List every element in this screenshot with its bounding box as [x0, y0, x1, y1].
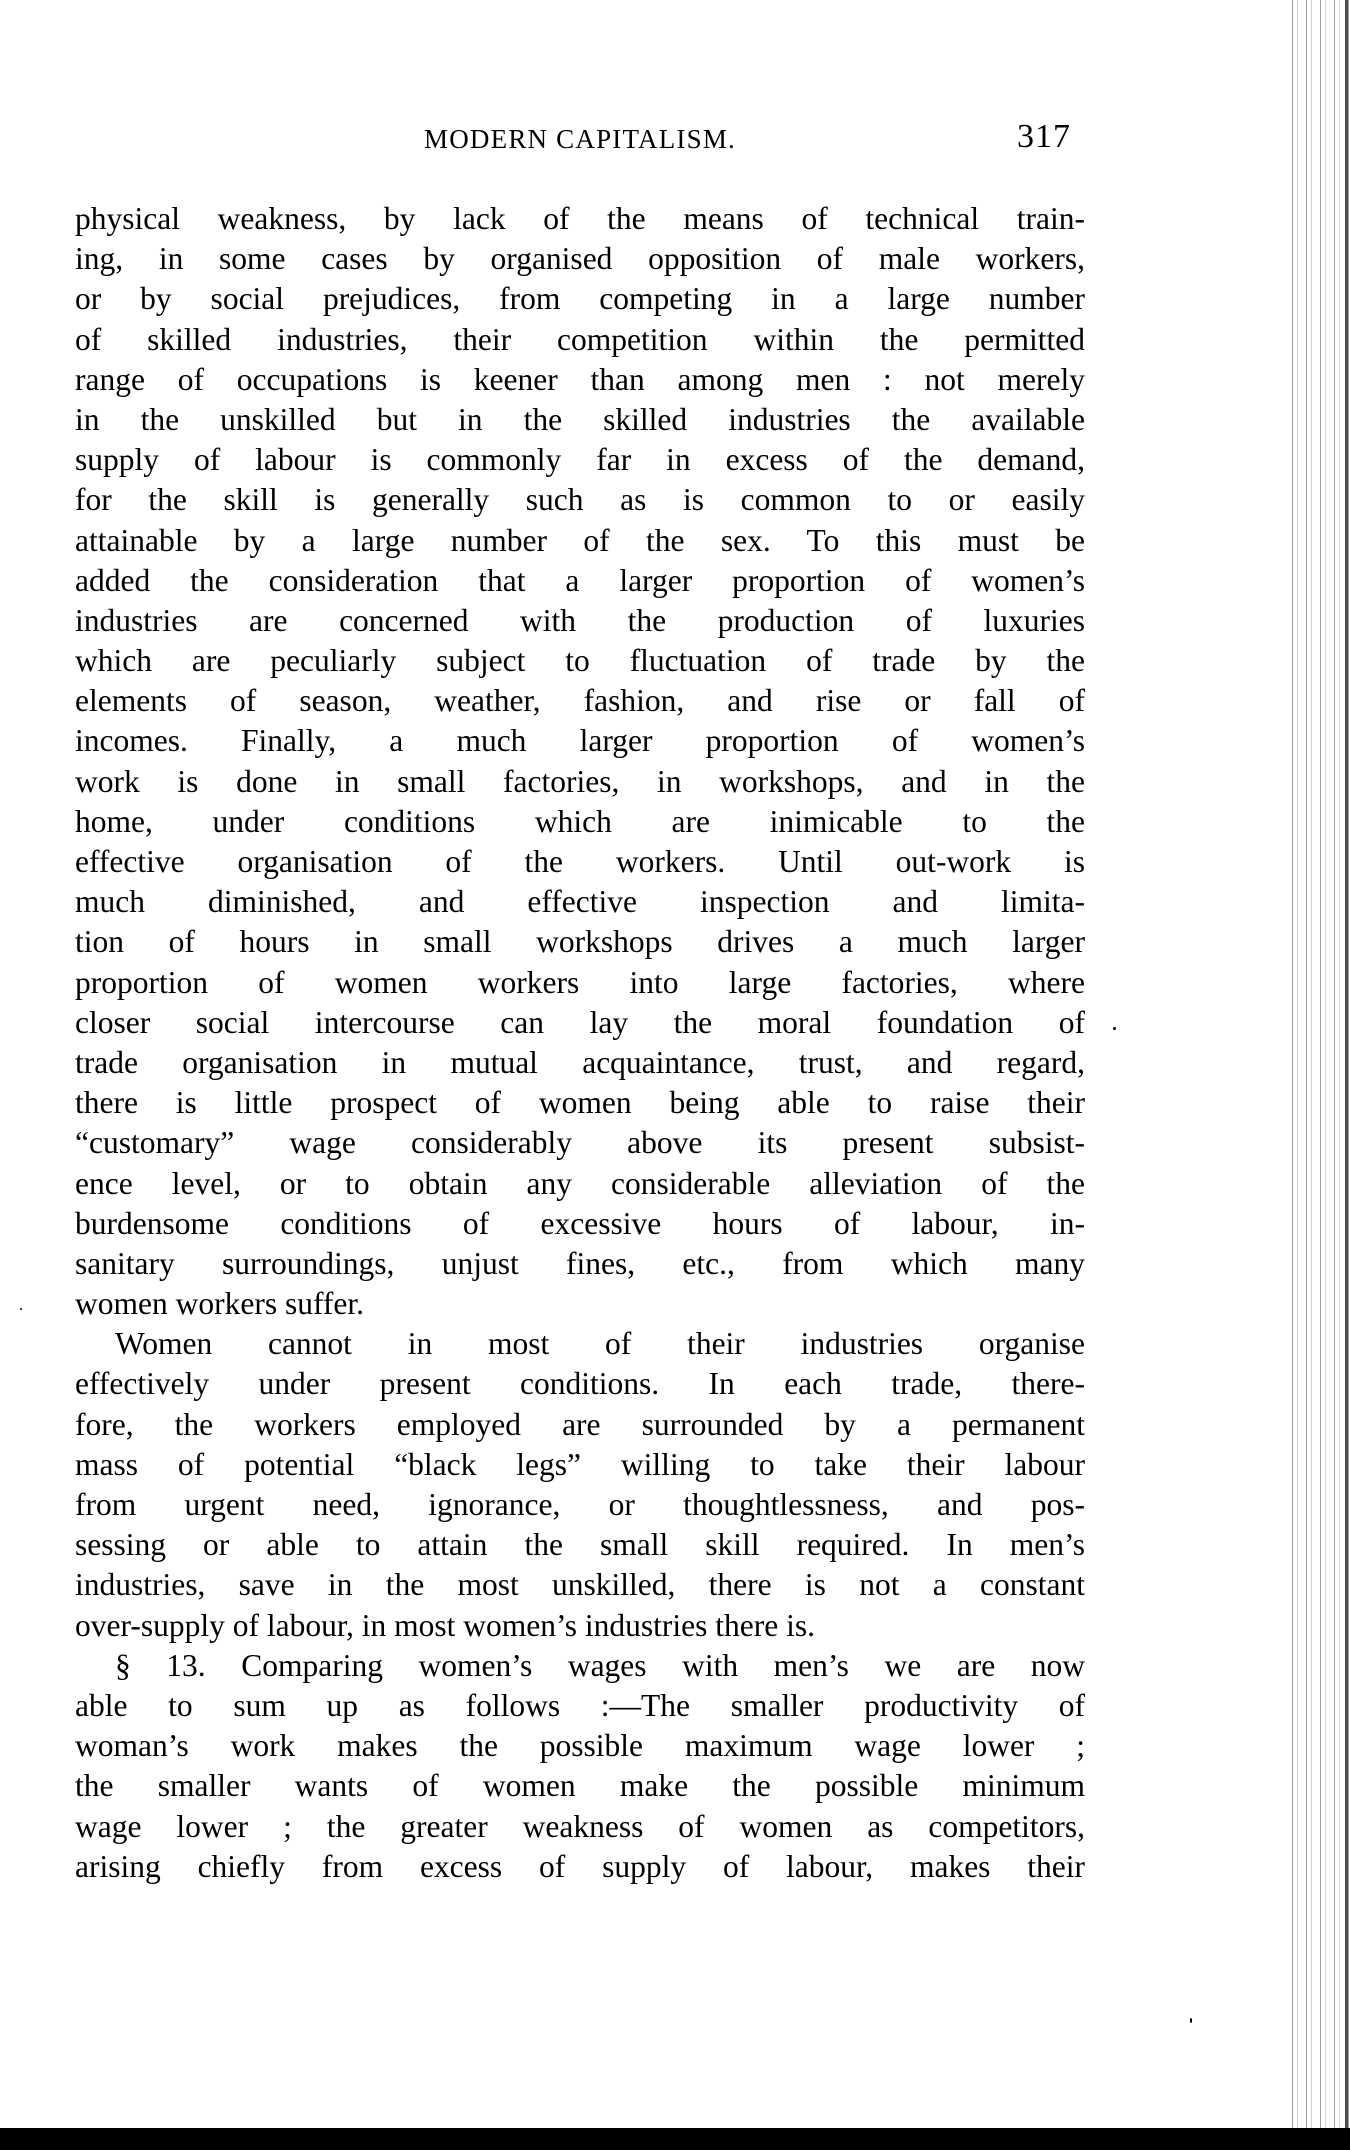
text-line: in the unskilled but in the skilled industries the available	[75, 401, 1085, 437]
text-line: for the skill is generally such as is common to or easily	[75, 482, 1085, 518]
text-line: mass of potential “black legs” willing to take their labour	[75, 1446, 1085, 1482]
text-line: supply of labour is commonly far in excess of the demand,	[75, 442, 1085, 478]
text-line: the smaller wants of women make the possible minimum	[75, 1768, 1085, 1804]
text-line: there is little prospect of women being able to raise their	[75, 1085, 1085, 1121]
text-line: added the consideration that a larger proportion of women’s	[75, 562, 1085, 598]
running-head	[75, 118, 1085, 162]
text-line: “customary” wage considerably above its present subsist-	[75, 1125, 1085, 1161]
text-line: ence level, or to obtain any considerable alleviation of the	[75, 1165, 1085, 1201]
text-line: closer social intercourse can lay the moral foundation of	[75, 1004, 1085, 1040]
text-line: elements of season, weather, fashion, and rise or fall of	[75, 683, 1085, 719]
scan-speck	[1113, 1027, 1116, 1030]
page-number: 317	[1017, 118, 1071, 155]
text-line: arising chiefly from excess of supply of labour, makes their	[75, 1848, 1085, 1884]
text-line: fore, the workers employed are surrounded by a permanent	[75, 1406, 1085, 1442]
text-line: wage lower ; the greater weakness of women as competitors,	[75, 1808, 1085, 1844]
body-text	[75, 199, 1085, 1887]
text-line: much diminished, and effective inspection and limita-	[75, 884, 1085, 920]
scan-speck	[20, 1308, 22, 1310]
text-line: industries are concerned with the production of luxuries	[75, 602, 1085, 638]
text-line: work is done in small factories, in workshops, and in the	[75, 763, 1085, 799]
text-line: ing, in some cases by organised opposition of male workers,	[75, 241, 1085, 277]
running-title: MODERN CAPITALISM.	[424, 124, 736, 154]
text-line: which are peculiarly subject to fluctuation of trade by the	[75, 643, 1085, 679]
scan-speck	[1190, 2018, 1192, 2023]
text-line: physical weakness, by lack of the means of technical train-	[75, 201, 1085, 236]
text-line: effectively under present conditions. In each trade, there-	[75, 1366, 1085, 1402]
text-line: attainable by a large number of the sex. To this must be	[75, 522, 1085, 558]
text-line: burdensome conditions of excessive hours of labour, in-	[75, 1205, 1085, 1241]
text-line: industries, save in the most unskilled, there is not a constant	[75, 1567, 1085, 1603]
text-line: or by social prejudices, from competing in a large number	[75, 281, 1085, 317]
text-line: range of occupations is keener than among men : not merely	[75, 361, 1085, 397]
text-line: proportion of women workers into large factories, where	[75, 964, 1085, 1000]
text-line: tion of hours in small workshops drives a much larger	[75, 924, 1085, 960]
paragraph-end-line: over-supply of labour, in most women’s industries there is.	[75, 1607, 816, 1643]
paragraph-start-line: Women cannot in most of their industries organise	[115, 1326, 1085, 1362]
text-line: able to sum up as follows :—The smaller productivity of	[75, 1687, 1085, 1723]
scan-bottom-border	[0, 2128, 1350, 2150]
text-line: sessing or able to attain the small skill required. In men’s	[75, 1527, 1085, 1563]
text-line: from urgent need, ignorance, or thoughtlessness, and pos-	[75, 1487, 1085, 1522]
text-line: trade organisation in mutual acquaintance, trust, and regard,	[75, 1044, 1085, 1080]
page-edge-shadow	[1288, 0, 1350, 2128]
section-heading-line: § 13. Comparing women’s wages with men’s we are now	[115, 1647, 1085, 1683]
text-line: woman’s work makes the possible maximum wage lower ;	[75, 1728, 1085, 1764]
text-line: incomes. Finally, a much larger proportion of women’s	[75, 723, 1085, 759]
text-line: sanitary surroundings, unjust fines, etc., from which many	[75, 1245, 1085, 1281]
text-line: home, under conditions which are inimicable to the	[75, 803, 1085, 839]
paragraph-end-line: women workers suffer.	[75, 1286, 364, 1322]
text-line: of skilled industries, their competition within the permitted	[75, 321, 1085, 357]
text-line: effective organisation of the workers. Until out-work is	[75, 844, 1085, 879]
